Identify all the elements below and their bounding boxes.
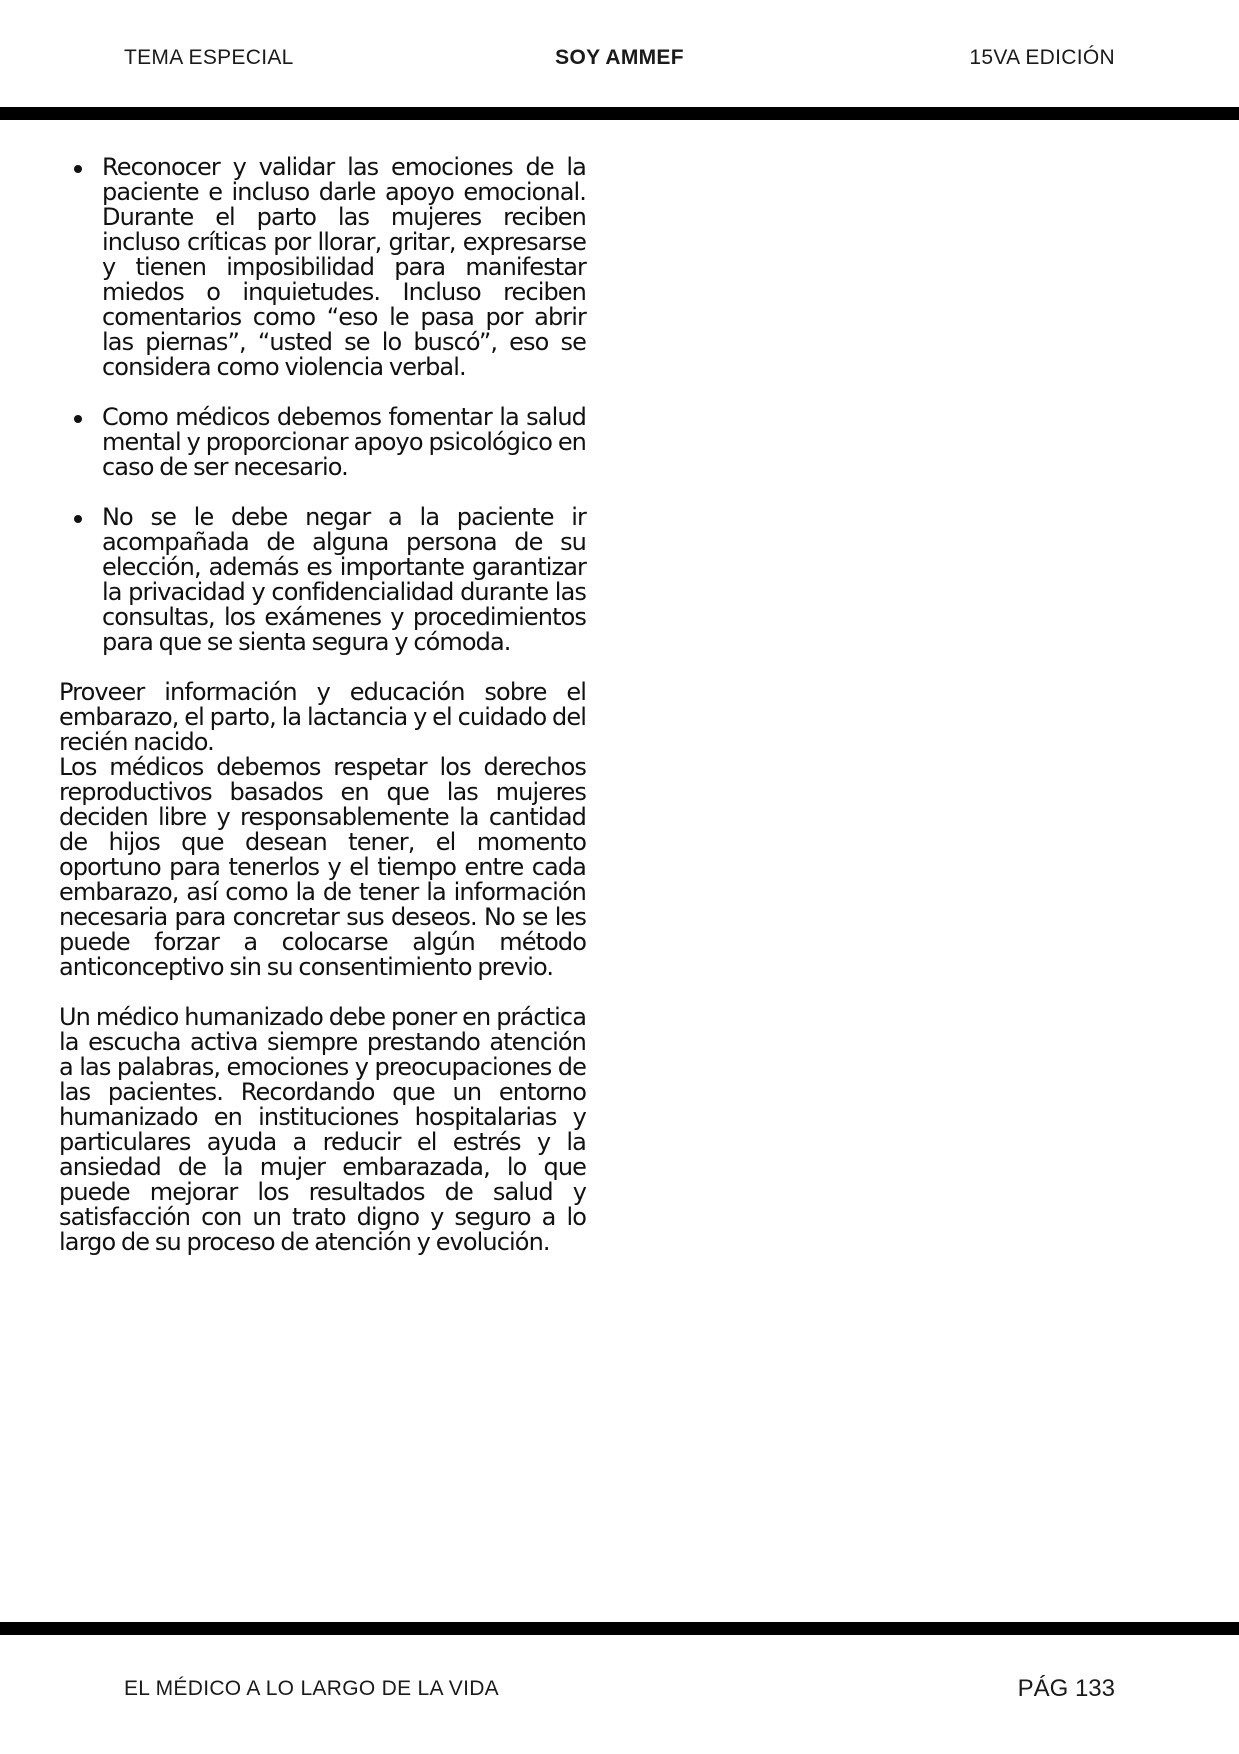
body-paragraph: Los médicos debemos respetar los derechos reproductivos basados en que las mujeres deciden libre y responsablemente la cantidad de hijos que desean tener, el momento oportuno para tenerlos y el tiempo entre cada embarazo, así como la de tener la información necesaria para concretar sus deseos. No se les puede forzar a colocarse algún método anticonceptivo sin su consentimiento previo. <box>59 753 586 981</box>
bullet-dot-icon <box>74 415 82 423</box>
body-paragraph: Proveer información y educación sobre el embarazo, el parto, la lactancia y el cuidado del recién nacido. <box>59 678 586 756</box>
header-divider <box>0 107 1239 120</box>
bullet-item <box>59 505 586 655</box>
header-edition-label: 15VA EDICIÓN <box>969 46 1115 69</box>
bullet-list <box>59 155 586 655</box>
bullet-text: Reconocer y validar las emociones de la paciente e incluso darle apoyo emocional. Durante el parto las mujeres reciben incluso críticas por llorar, gritar, expresarse y tienen imposibilidad para manifestar miedos o inquietudes. Incluso reciben comentarios como “eso le pasa por abrir las piernas”, “usted se lo buscó”, eso se considera como violencia verbal. <box>102 153 586 381</box>
header-section-label: TEMA ESPECIAL <box>124 46 294 69</box>
body-paragraph: Un médico humanizado debe poner en práctica la escucha activa siempre prestando atención a las palabras, emociones y preocupaciones de las pacientes. Recordando que un entorno humanizado en instituciones hospitalarias y particulares ayuda a reducir el estrés y la ansiedad de la mujer embarazada, lo que puede mejorar los resultados de salud y satisfacción con un trato digno y seguro a lo largo de su proceso de atención y evolución. <box>59 1003 586 1256</box>
footer-section-title: EL MÉDICO A LO LARGO DE LA VIDA <box>124 1677 499 1700</box>
page-number: PÁG 133 <box>1017 1675 1115 1702</box>
article-column <box>59 155 586 1255</box>
bullet-text: No se le debe negar a la paciente ir acompañada de alguna persona de su elección, además es importante garantizar la privacidad y confidencialidad durante las consultas, los exámenes y procedimientos para que se sienta segura y cómoda. <box>102 503 586 656</box>
bullet-item <box>59 405 586 480</box>
header-magazine-title: SOY AMMEF <box>555 46 684 69</box>
bullet-item <box>59 155 586 380</box>
footer-divider <box>0 1622 1239 1635</box>
bullet-dot-icon <box>74 165 82 173</box>
bullet-dot-icon <box>74 515 82 523</box>
bullet-text: Como médicos debemos fomentar la salud mental y proporcionar apoyo psicológico en caso de ser necesario. <box>102 403 586 481</box>
